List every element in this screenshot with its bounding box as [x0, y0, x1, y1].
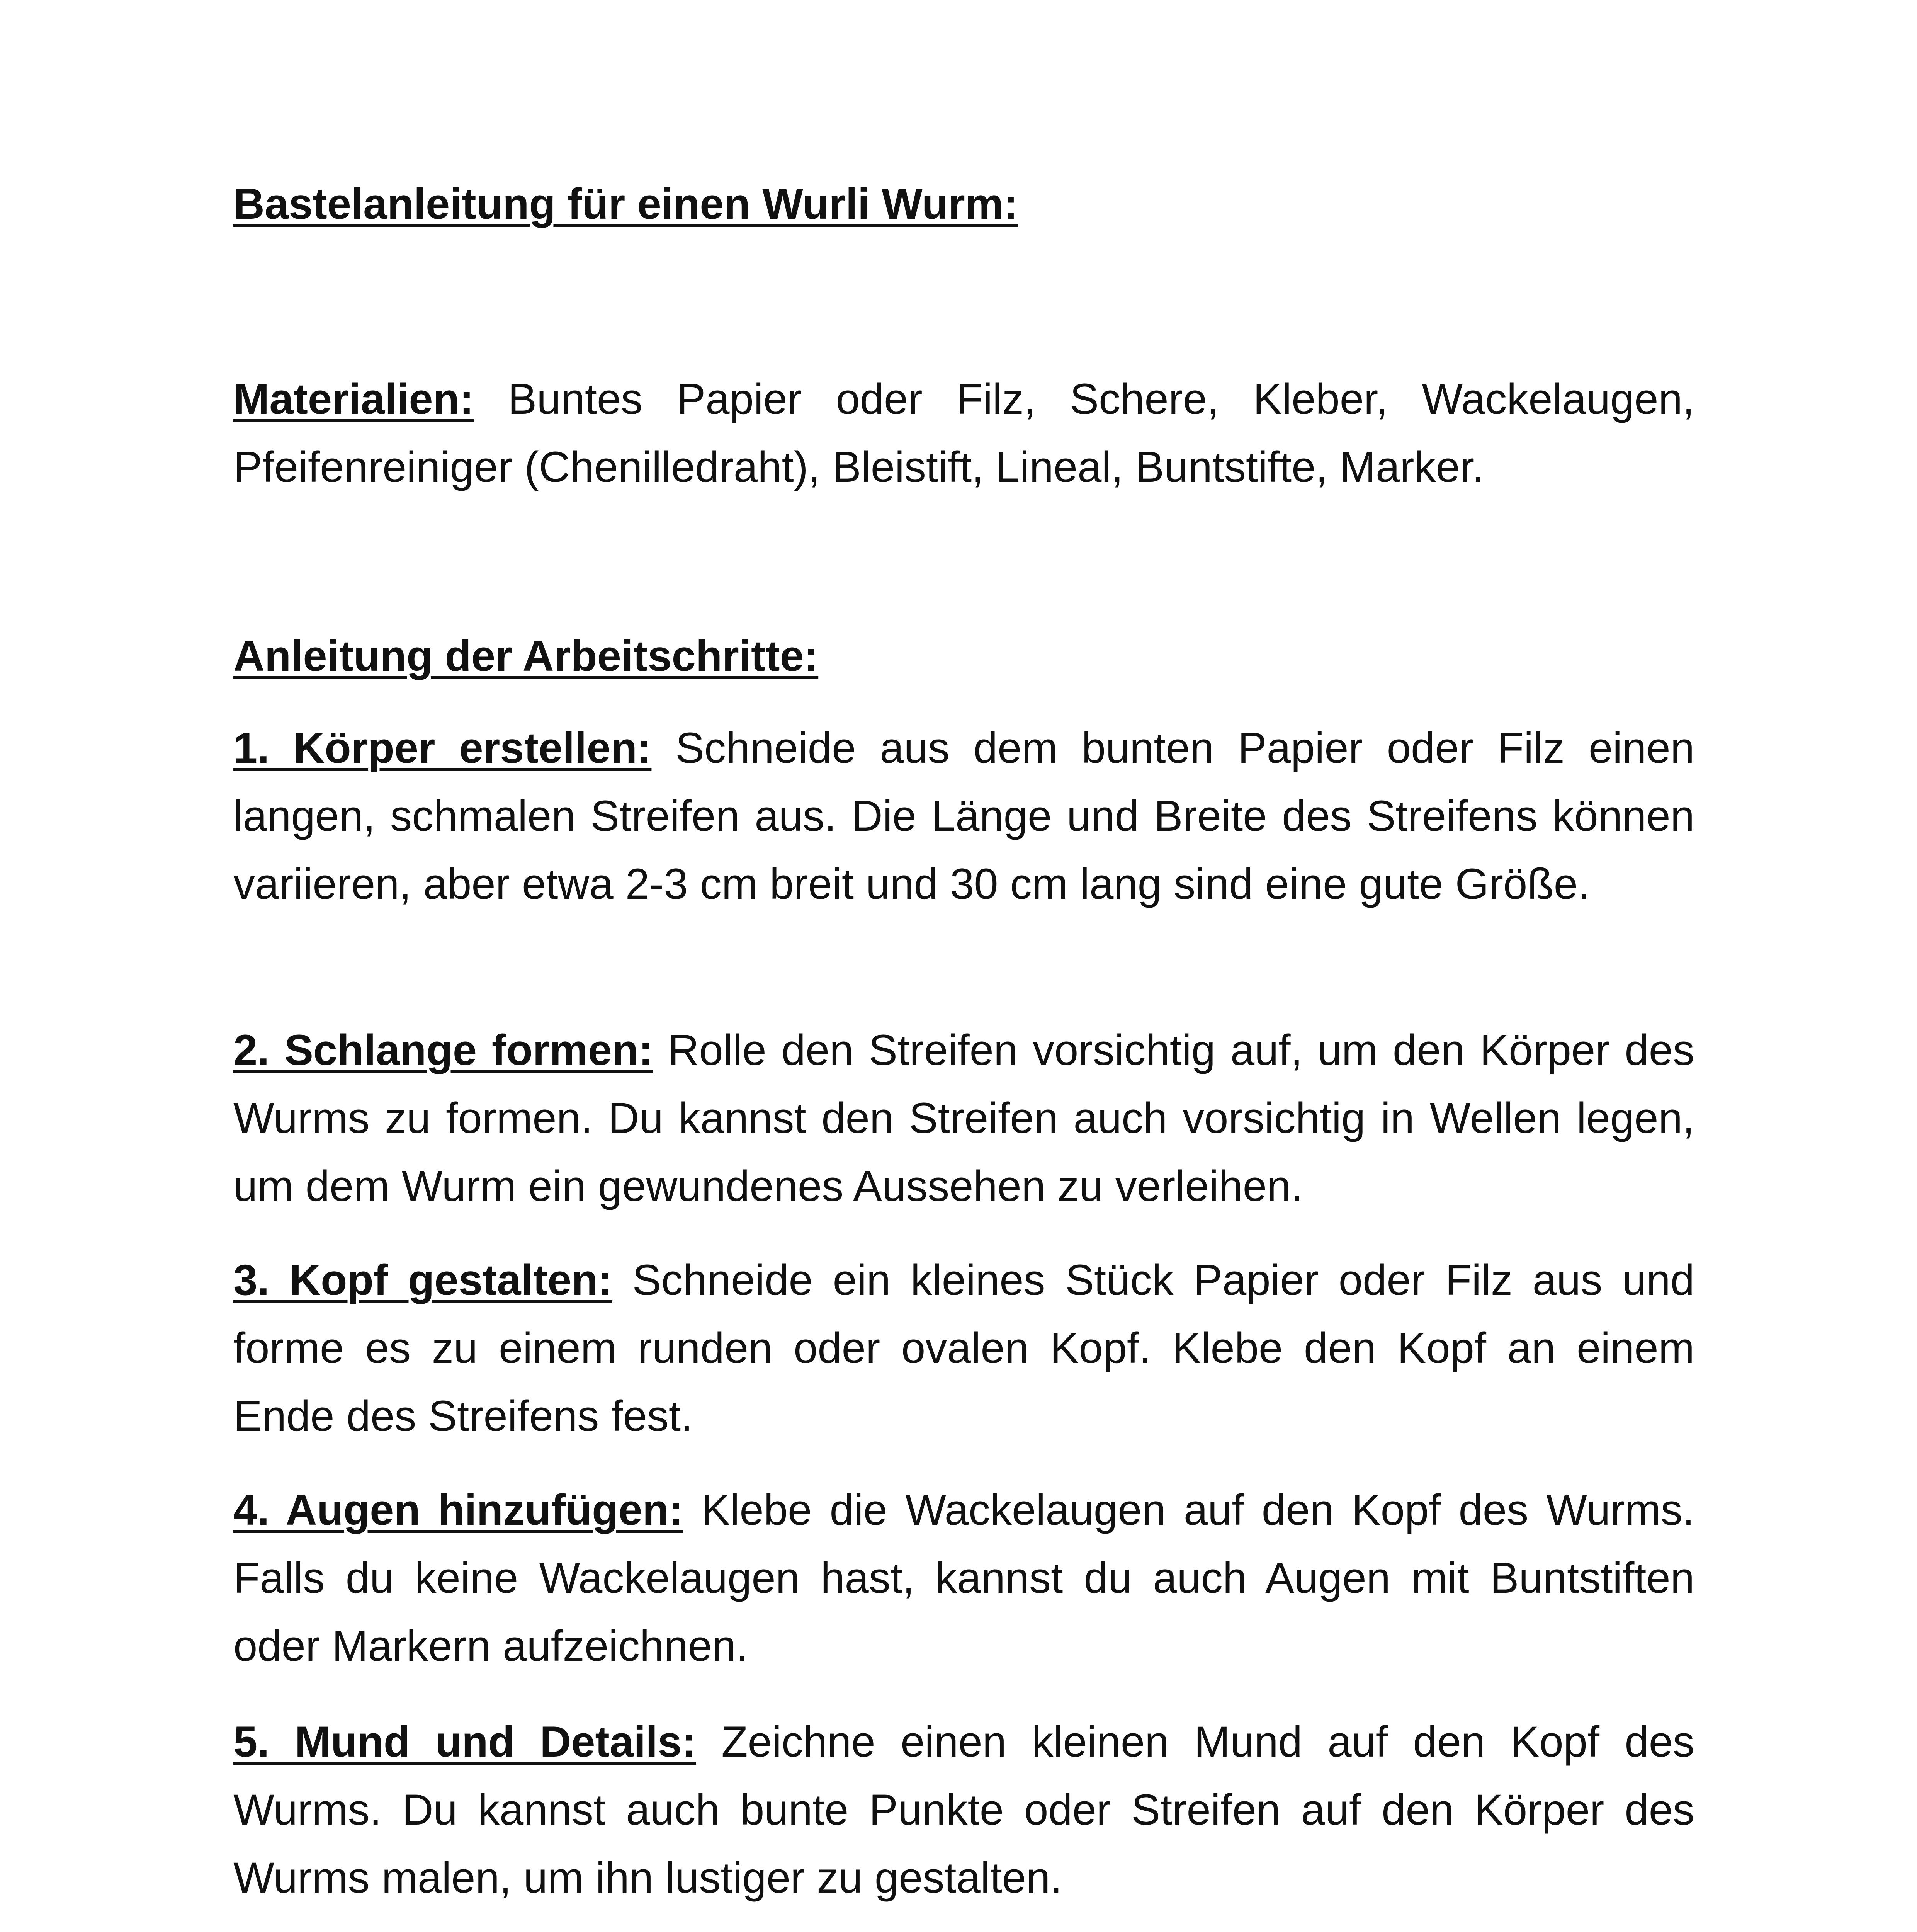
steps-heading: Anleitung der Arbeitschritte: — [233, 632, 819, 680]
step-1 — [233, 714, 1694, 918]
step-3-text: Schneide ein kleines Stück Papier oder Filz aus und forme es zu einem runden oder ovalen Kopf. Klebe den Kopf an einem Ende des Streifens fest. — [233, 1256, 1695, 1440]
step-5-label: 5. Mund und Details: — [233, 1718, 696, 1766]
step-4-text: Klebe die Wackelaugen auf den Kopf des Wurms. Falls du keine Wackelaugen hast, kannst du auch Augen mit Buntstiften oder Markern aufzeichnen. — [233, 1486, 1694, 1670]
step-5-text: Zeichne einen kleinen Mund auf den Kopf des Wurms. Du kannst auch bunte Punkte oder Streifen auf den Körper des Wurms malen, um ihn lustiger zu gestalten. — [233, 1718, 1694, 1902]
document-title: Bastelanleitung für einen Wurli Wurm: — [233, 180, 1018, 228]
step-4 — [233, 1476, 1694, 1680]
step-3-label: 3. Kopf gestalten: — [233, 1256, 613, 1304]
materials-paragraph — [233, 365, 1694, 501]
step-3 — [233, 1246, 1694, 1450]
step-1-label: 1. Körper erstellen: — [233, 724, 652, 772]
step-2 — [233, 1016, 1694, 1220]
step-2-text: Rolle den Streifen vorsichtig auf, um den Körper des Wurms zu formen. Du kannst den Streifen auch vorsichtig in Wellen legen, um dem Wurm ein gewundenes Aussehen zu verleihen. — [233, 1026, 1695, 1210]
materials-text: Buntes Papier oder Filz, Schere, Kleber, Wackelaugen, Pfeifenreiniger (Chenilledraht), Bleistift, Lineal, Buntstifte, Marker. — [233, 375, 1694, 491]
step-1-text: Schneide aus dem bunten Papier oder Filz einen langen, schmalen Streifen aus. Die Länge und Breite des Streifens können variieren, aber etwa 2-3 cm breit und 30 cm lang sind eine gute Größe. — [233, 724, 1695, 908]
step-4-label: 4. Augen hinzufügen: — [233, 1486, 683, 1534]
step-2-label: 2. Schlange formen: — [233, 1026, 653, 1074]
step-5 — [233, 1708, 1694, 1912]
materials-label: Materialien: — [233, 375, 474, 423]
